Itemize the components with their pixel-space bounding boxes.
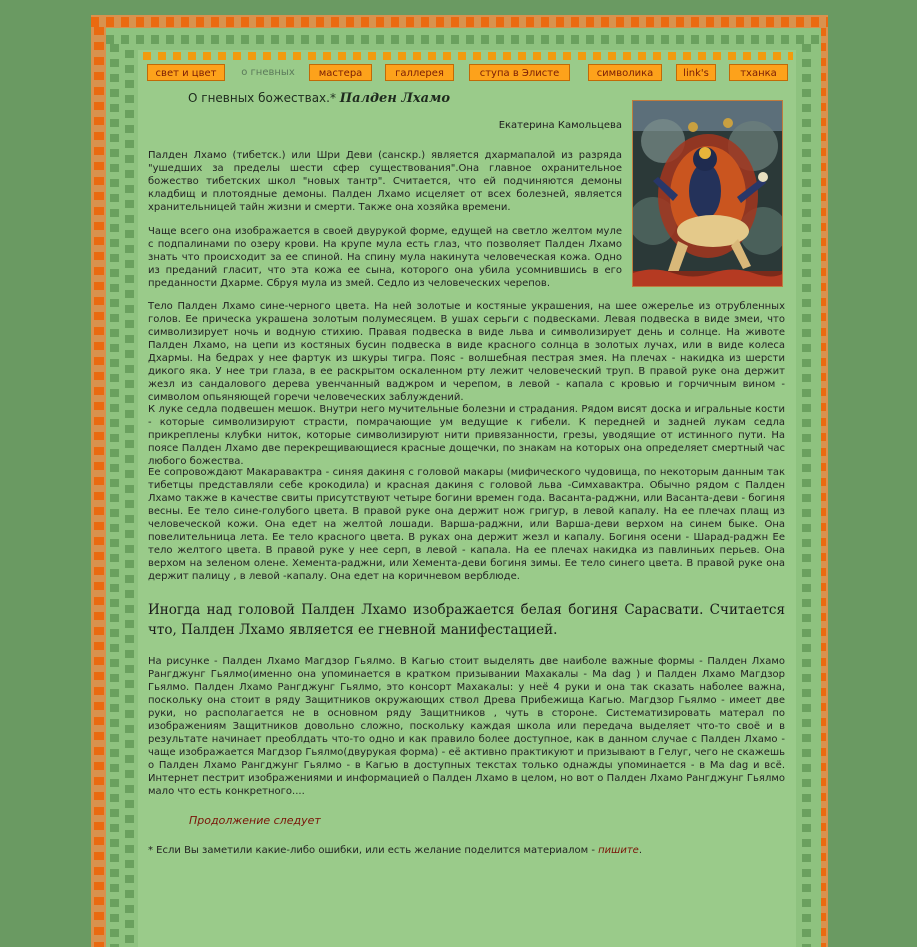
author-name: Екатерина Камольцева xyxy=(498,120,622,131)
inner-stripe-top xyxy=(106,35,821,44)
nav-item-thanka[interactable]: тханка xyxy=(729,64,788,81)
inner-stripe-left xyxy=(110,44,119,947)
page-title xyxy=(188,91,450,106)
title-prefix: О гневных божествах.* xyxy=(188,91,336,105)
footnote xyxy=(148,845,642,856)
inner-stripe-right xyxy=(802,44,811,947)
footnote-end: . xyxy=(638,845,642,856)
paragraph-2: Чаще всего она изображается в своей двурукой форме, едущей на светло желтом муле с подпалинами по озеру крови. На крупе мула есть глаз, что позволяет Палден Лхамо знать что происходит за ее спиной. На спину мула накинута человеческая кожа. Одно из преданий гласит, что эта кожа ее сына, которого она убила усомнившись в его преданности Дхарме. Сбруя мула из змей. Седло из человеческих черепов. xyxy=(148,226,622,289)
footnote-text: * Если Вы заметили какие-либо ошибки, или есть желание поделится материалом - xyxy=(148,845,599,856)
write-link[interactable]: пишите xyxy=(598,845,639,856)
nav-item-links[interactable]: link's xyxy=(676,64,716,81)
title-deity-name: Палден Лхамо xyxy=(339,91,451,106)
paragraph-5: Ее сопровождают Макаравактра - синяя дакиня с головой макары (мифического чудовища, по некоторым данным так тибетцы представляли себе крокодила) и красная дакиня с головой льва -Симхавактра. Обычно рядом с Палден Лхамо также в качестве свиты присутствуют четыре богини времен года. Васанта-раджни, или Васанта-деви - богиня весны. Ее тело сине-голубого цвета. В правой руке она держит нож григур, в левой капалу. На ее плечах плащ из человеческой кожи. Она едет на желтой лошади. Варша-раджни, или Варша-деви верхом на синем быке. Она повелительница лета. Ее тело красного цвета. В руках она держит жезл и капалу. Богиня осени - Шарад-раджн Ее тело желтого цвета. В правой руке у нее серп, в левой - капала. На ее плечах накидка из павлиньих перьев. Она верхом на зеленом олене. Хемента-раджни, или Хемента-деви богиня зимы. Ее тело синего цвета. В правой руке она держит палицу , в левой -капалу. Она едет на коричневом верблюде. xyxy=(148,467,785,582)
nav-item-svet-i-cvet[interactable]: свет и цвет xyxy=(147,64,225,81)
paragraph-3: Тело Палден Лхамо сине-черного цвета. На ней золотые и костяные украшения, на шее ожерелье из отрубленных голов. Ее прическа украшена золотым полумесяцем. В ушах серьги с подвесками. Левая подвеска в виде змеи, что символизирует ночь и водную стихию. Правая подвеска в виде льва и символизирует день и солнце. На животе Палден Лхамо, на цепи из костяных бусин подвеска в виде красного солнца в золотых лучах, или в виде колеса Дхармы. На бедрах у нее фартук из шкуры тигра. Пояс - волшебная пестрая змея. На плечах - накидка из шерсти дикого яка. У нее три глаза, в ее раскрытом оскаленном рту лежит человеческий труп. В правой руке она держит жезл из сандалового дерева увенчанный ваджром и черепом, в левой - капала с кровью и горчичным вином - символом опьяняющей горечи человеческих заблуждений. xyxy=(148,301,785,403)
thangka-illustration xyxy=(633,101,783,287)
frame-stripe-top xyxy=(91,17,828,27)
nav-item-galereya[interactable]: галлерея xyxy=(385,64,454,81)
paragraph-4: К луке седла подвешен мешок. Внутри него мучительные болезни и страдания. Рядом висят доска и игральные кости - которые символизируют страсти, помрачающие ум ведущие к гибели. К передней и задней лукам седла прикреплены клубки ниток, которые символизируют нити привязанности, грезы, уводящие от истинного пути. На поясе Палден Лхамо две перекрещивающиеся красные дощечки, по знакам на которых она определяет смертный час любого божества. xyxy=(148,404,785,467)
sarasvati-quote: Иногда над головой Палден Лхамо изображается белая богиня Сарасвати. Считается что, Палден Лхамо является ее гневной манифестацией. xyxy=(148,602,785,638)
content-stripe-top xyxy=(143,52,793,60)
nav-item-o-gnevnyh: о гневных xyxy=(241,67,295,78)
nav-item-stupa[interactable]: ступа в Элисте xyxy=(469,64,570,81)
paragraph-closing: На рисунке - Палден Лхамо Магдзор Гьялмо. В Кагью стоит выделять две наиболе важные формы - Палден Лхамо Рангджунг Гьялмо(именно она упоминается в кратком призывании Махакалы - Ma dag ) и Палден Лхамо Магдзор Гьялмо. Палден Лхамо Рангджунг Гьялмо, это консорт Махакалы: у неё 4 руки и она так сказать наболее важна, поскольку она стоит в ряду Защитников окружающих ствол Древа Прибежища Кагью. Магдзор Гьялмо - имеет две руки, но располагается не в основном ряду Защитников , чуть в стороне. Систематизировать матерал по изображениям Защитников довольно сложно, поскольку каждая школа или передача выделяет что-то своё и в результате начинает преоблдать что-то одно и как правило более доступное, как в данном случае с Палден Лхамо - чаще изображается Магдзор Гьялмо(двурукая форма) - её активно практикуют и призывают в Гелуг, чего не скажешь о Палден Лхамо Рангджунг Гьялмо - в Кагью в доступных текстах только однажды упоминается - в Ma dag и всё. Интернет пестрит изображениями и информацией о Палден Лхамо в целом, но вот о Палден Лхамо Рангджунг Гьялмо мало что есть конкретного.... xyxy=(148,656,785,797)
inner-stripe-left-2 xyxy=(125,50,134,947)
palden-lhamo-thangka-image xyxy=(632,100,783,287)
nav-item-simvolika[interactable]: символика xyxy=(588,64,662,81)
nav-item-mastera[interactable]: мастера xyxy=(309,64,372,81)
frame-stripe-left xyxy=(94,27,104,947)
continued-link[interactable]: Продолжение следует xyxy=(189,814,321,827)
paragraph-1: Палден Лхамо (тибетск.) или Шри Деви (санскр.) является дхармапалой из разряда "ушедших за пределы шести сфер существования".Она главное охранительное божество тибетских школ "новых тантр". Считается, что ей подчиняются демоны кладбищ и плотоядные демоны. Палден Лхамо исцеляет от всех болезней, является хранительницей тайн жизни и смерти. Также она хозяйка времени. xyxy=(148,150,622,213)
